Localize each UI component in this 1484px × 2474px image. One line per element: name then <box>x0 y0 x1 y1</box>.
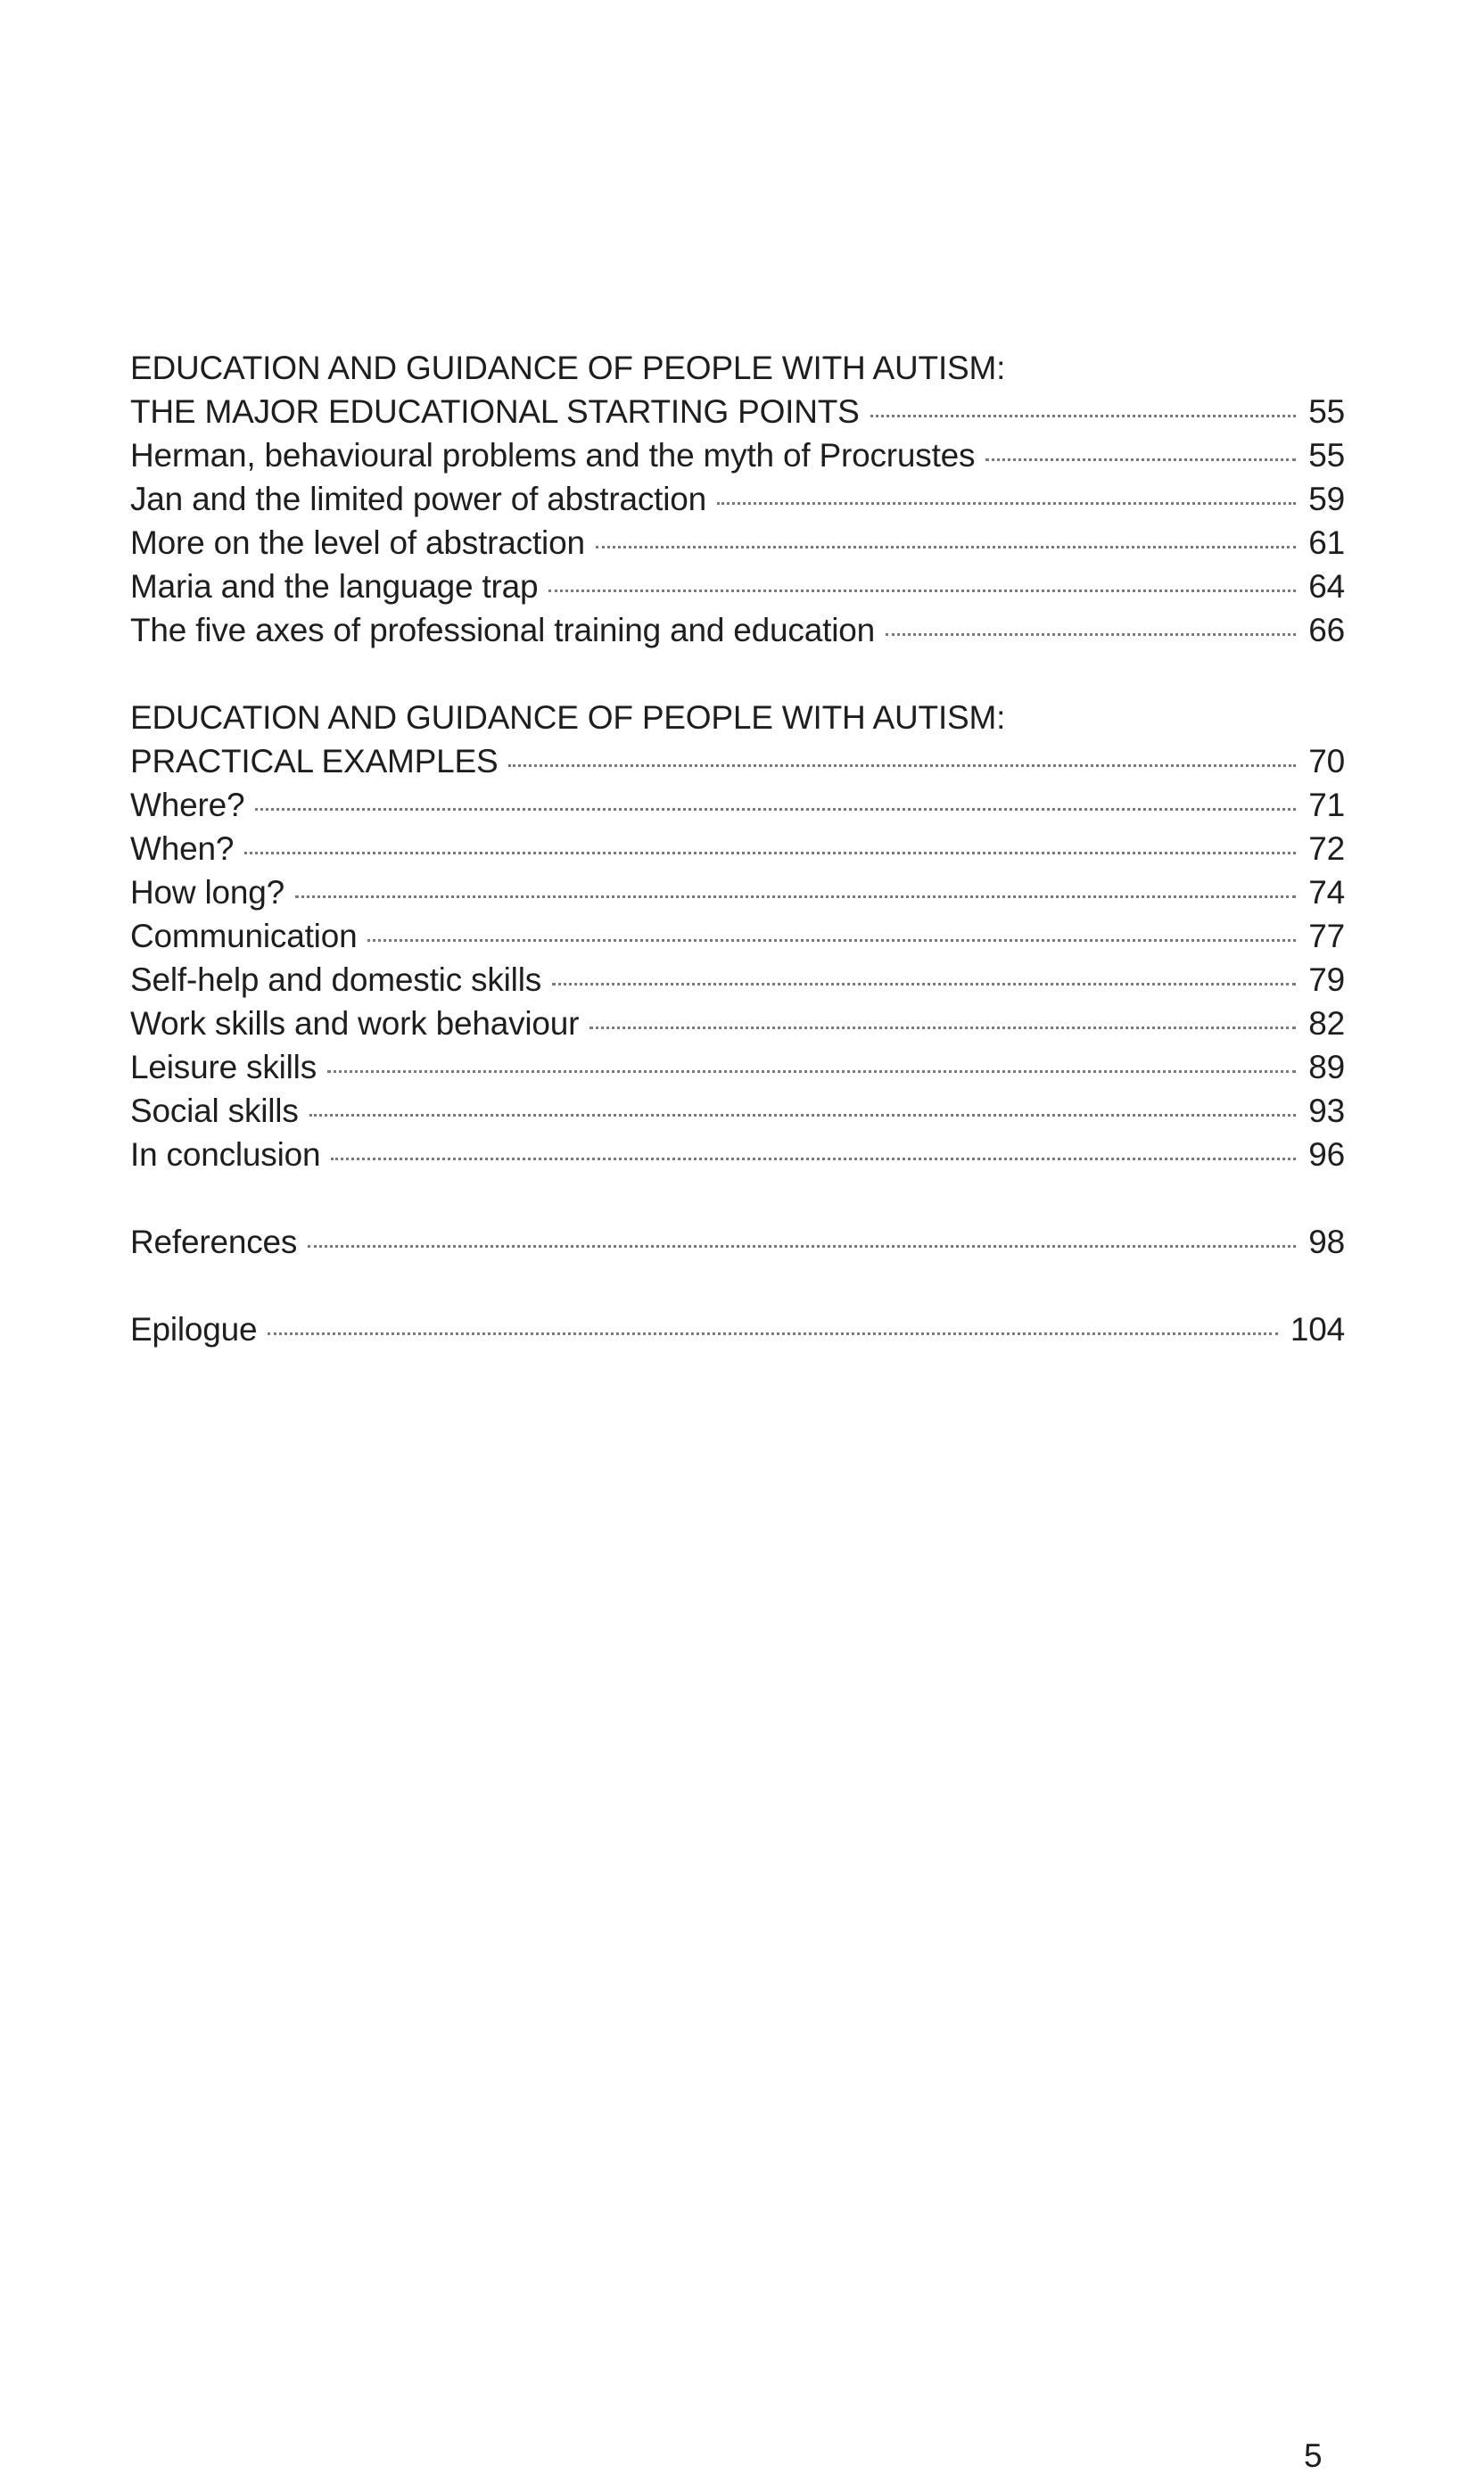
toc-entry <box>130 1045 1345 1089</box>
dot-leader <box>255 808 1296 811</box>
toc-entry-title: References <box>130 1224 298 1260</box>
toc-entry <box>130 521 1345 565</box>
toc-section-major-starting-points <box>130 346 1345 652</box>
toc-entry-title: In conclusion <box>130 1136 321 1173</box>
toc-section-references <box>130 1220 1345 1264</box>
toc-entry-page: 61 <box>1308 524 1345 561</box>
toc-entry <box>130 1220 1345 1264</box>
toc-entry-title: Herman, behavioural problems and the myth of Procrustes <box>130 437 976 474</box>
toc-entry-page: 70 <box>1308 743 1345 779</box>
dot-leader <box>870 415 1297 417</box>
table-of-contents <box>130 346 1345 1395</box>
toc-entry <box>130 783 1345 827</box>
dot-leader <box>552 983 1296 985</box>
toc-entry-title: Communication <box>130 918 358 954</box>
toc-entry <box>130 608 1345 652</box>
dot-leader <box>367 939 1296 942</box>
toc-entry-page: 55 <box>1308 437 1345 474</box>
toc-entry <box>130 565 1345 608</box>
toc-entry-page: 64 <box>1308 568 1345 605</box>
dot-leader <box>717 502 1296 505</box>
toc-entry-title: More on the level of abstraction <box>130 524 585 561</box>
dot-leader <box>508 764 1296 767</box>
toc-entry-title: Work skills and work behaviour <box>130 1005 580 1042</box>
dot-leader <box>886 633 1296 636</box>
dot-leader <box>327 1070 1296 1073</box>
dot-leader <box>985 458 1296 461</box>
toc-entry <box>130 1307 1345 1351</box>
toc-entry-title: How long? <box>130 874 285 911</box>
toc-entry <box>130 958 1345 1002</box>
toc-entry <box>130 827 1345 870</box>
toc-entry-page: 96 <box>1308 1136 1345 1173</box>
toc-entry-page: 55 <box>1308 393 1345 430</box>
toc-entry-title: Epilogue <box>130 1311 258 1348</box>
toc-entry-page: 93 <box>1308 1093 1345 1129</box>
toc-section-epilogue <box>130 1307 1345 1351</box>
dot-leader <box>309 1114 1297 1117</box>
toc-entry <box>130 1133 1345 1176</box>
toc-entry-title: PRACTICAL EXAMPLES <box>130 743 499 779</box>
toc-entry <box>130 739 1345 783</box>
toc-entry-title: Jan and the limited power of abstraction <box>130 481 707 517</box>
dot-leader <box>596 546 1296 548</box>
dot-leader <box>331 1158 1296 1160</box>
toc-entry <box>130 870 1345 914</box>
toc-entry-page: 89 <box>1308 1049 1345 1085</box>
toc-entry-page: 77 <box>1308 918 1345 954</box>
toc-entry-page: 104 <box>1290 1311 1345 1348</box>
toc-entry-title: Maria and the language trap <box>130 568 539 605</box>
dot-leader <box>295 895 1296 898</box>
toc-section-practical-examples <box>130 696 1345 1176</box>
toc-entry-page: 82 <box>1308 1005 1345 1042</box>
toc-entry <box>130 390 1345 433</box>
dot-leader <box>548 590 1296 592</box>
toc-entry-title: The five axes of professional training and education <box>130 612 875 648</box>
toc-entry-page: 71 <box>1308 787 1345 823</box>
section-heading: EDUCATION AND GUIDANCE OF PEOPLE WITH AUTISM: <box>130 699 1006 736</box>
toc-entry <box>130 914 1345 958</box>
toc-entry-page: 72 <box>1308 830 1345 867</box>
toc-entry-title: Self-help and domestic skills <box>130 961 542 998</box>
toc-entry-title: When? <box>130 830 235 867</box>
toc-entry-page: 74 <box>1308 874 1345 911</box>
toc-entry-title: Social skills <box>130 1093 299 1129</box>
toc-entry-page: 98 <box>1308 1224 1345 1260</box>
dot-leader <box>589 1027 1296 1029</box>
toc-entry-title: Where? <box>130 787 245 823</box>
toc-entry-page: 59 <box>1308 481 1345 517</box>
toc-entry <box>130 1089 1345 1133</box>
dot-leader <box>308 1245 1296 1248</box>
dot-leader <box>244 852 1296 854</box>
toc-entry-page: 66 <box>1308 612 1345 648</box>
section-heading: EDUCATION AND GUIDANCE OF PEOPLE WITH AUTISM: <box>130 350 1006 386</box>
toc-entry-title: Leisure skills <box>130 1049 317 1085</box>
toc-entry-title: THE MAJOR EDUCATIONAL STARTING POINTS <box>130 393 860 430</box>
toc-entry <box>130 477 1345 521</box>
toc-entry <box>130 433 1345 477</box>
dot-leader <box>268 1332 1277 1335</box>
toc-entry <box>130 1002 1345 1045</box>
page-number: 5 <box>1304 2437 1323 2474</box>
toc-entry-page: 79 <box>1308 961 1345 998</box>
